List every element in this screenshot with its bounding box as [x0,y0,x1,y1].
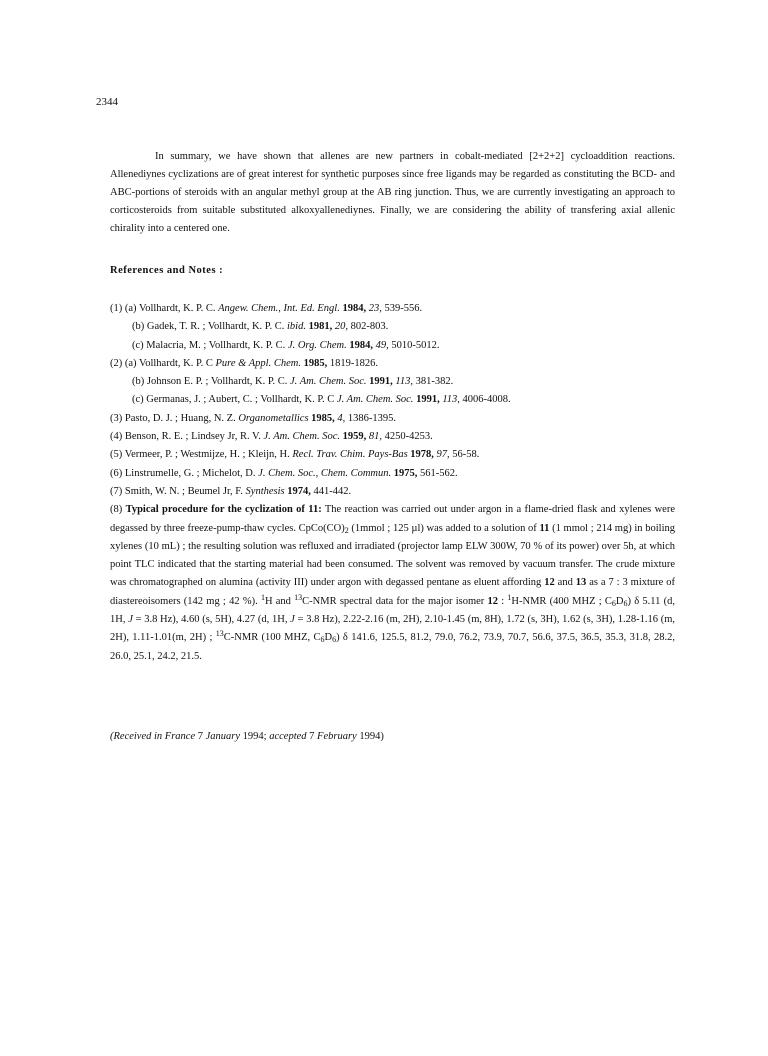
reference-1c: (c) Malacria, M. ; Vollhardt, K. P. C. J. Org. Chem. 1984, 49, 5010-5012. [132,339,440,351]
reference-8-note: (8) Typical procedure for the cyclization of 11: The reaction was carried out under argon in a flame-dried flask and xylenes were degassed by three freeze-pump-thaw cycles. $CpCo(CO)_2$ (1mmol ; 125 µl) was added to a solution of 11 (1 mmol ; 214 mg) in boiling xylenes (10 mL) ; the resulting solution was refluxed and irradiated (projector lamp ELW 300W, 70 % of its power) over 5h, at which point TLC indicated that the starting material had been consumed. The solvent was removed by vacuum transfer. The crude mixture was chromatographed on alumina (activity III) under argon with degassed pentane as eluent affording 12 and 13 as a 7 : 3 mixture of diastereoisomers (142 mg ; 42 %). $^1$H and $^{13}$C-NMR spectral data for the major isomer 12 : $^1$H-NMR (400 MHZ ; $C_6D_6$) δ 5.11 (d, 1H, J = 3.8 Hz), 4.60 (s, 5H), 4.27 (d, 1H, J = 3.8 Hz), 2.22-2.16 (m, 2H), 2.10-1.45 (m, 8H), 1.72 (s, 3H), 1.62 (s, 3H), 1.28-1.16 (m, 2H), 1.11-1.01(m, 2H) ; $^{13}$C-NMR (100 MHZ, $C_6D_6$) δ 141.6, 125.5, 81.2, 79.0, 76.2, 73.9, 70.7, 56.6, 37.5, 36.5, 35.3, 31.8, 28.2, 26.0, 25.1, 24.2, 21.5. [110,504,676,662]
reference-2b: (b) Johnson E. P. ; Vollhardt, K. P. C. J. Am. Chem. Soc. 1991, 113, 381-382. [132,376,454,388]
references-heading: References and Notes : [110,265,224,276]
reference-4: (4) Benson, R. E. ; Lindsey Jr, R. V. J. Am. Chem. Soc. 1959, 81, 4250-4253. [110,431,433,443]
reference-1b: (b) Gadek, T. R. ; Vollhardt, K. P. C. ibid. 1981, 20, 802-803. [132,321,389,333]
references-list [110,300,675,666]
reference-3: (3) Pasto, D. J. ; Huang, N. Z. Organometallics 1985, 4, 1386-1395. [110,412,397,424]
summary-paragraph [110,148,675,238]
reference-5: (5) Vermeer, P. ; Westmijze, H. ; Kleijn, H. Recl. Trav. Chim. Pays-Bas 1978, 97, 56-58. [110,449,480,461]
reference-6: (6) Linstrumelle, G. ; Michelot, D. J. Chem. Soc., Chem. Commun. 1975, 561-562. [110,467,458,479]
summary-text: In summary, we have shown that allenes are new partners in cobalt-mediated [2+2+2] cycloaddition reactions. Allenediynes cyclizations are of great interest for synthetic purposes since free ligands may be regarded as constituting the BCD- and ABC-portions of steroids with an angular methyl group at the AB ring junction. Thus, we are currently investigating an approach to corticosteroids from suitable substituted alkoxyallenediynes. Finally, we are considering the ability of transfering axial allenic chirality into a centered one. [110,151,675,234]
page-number: 2344 [96,96,118,108]
reference-7: (7) Smith, W. N. ; Beumel Jr, F. Synthesis 1974, 441-442. [110,485,352,497]
reference-2a: (2) (a) Vollhardt, K. P. C Pure & Appl. Chem. 1985, 1819-1826. [110,357,378,369]
received-line: (Received in France 7 January 1994; accepted 7 February 1994) [110,731,384,742]
reference-1a: (1) (a) Vollhardt, K. P. C. Angew. Chem., Int. Ed. Engl. 1984, 23, 539-556. [110,303,423,314]
reference-2c: (c) Germanas, J. ; Aubert, C. ; Vollhardt, K. P. C J. Am. Chem. Soc. 1991, 113, 4006-4008. [132,394,511,406]
